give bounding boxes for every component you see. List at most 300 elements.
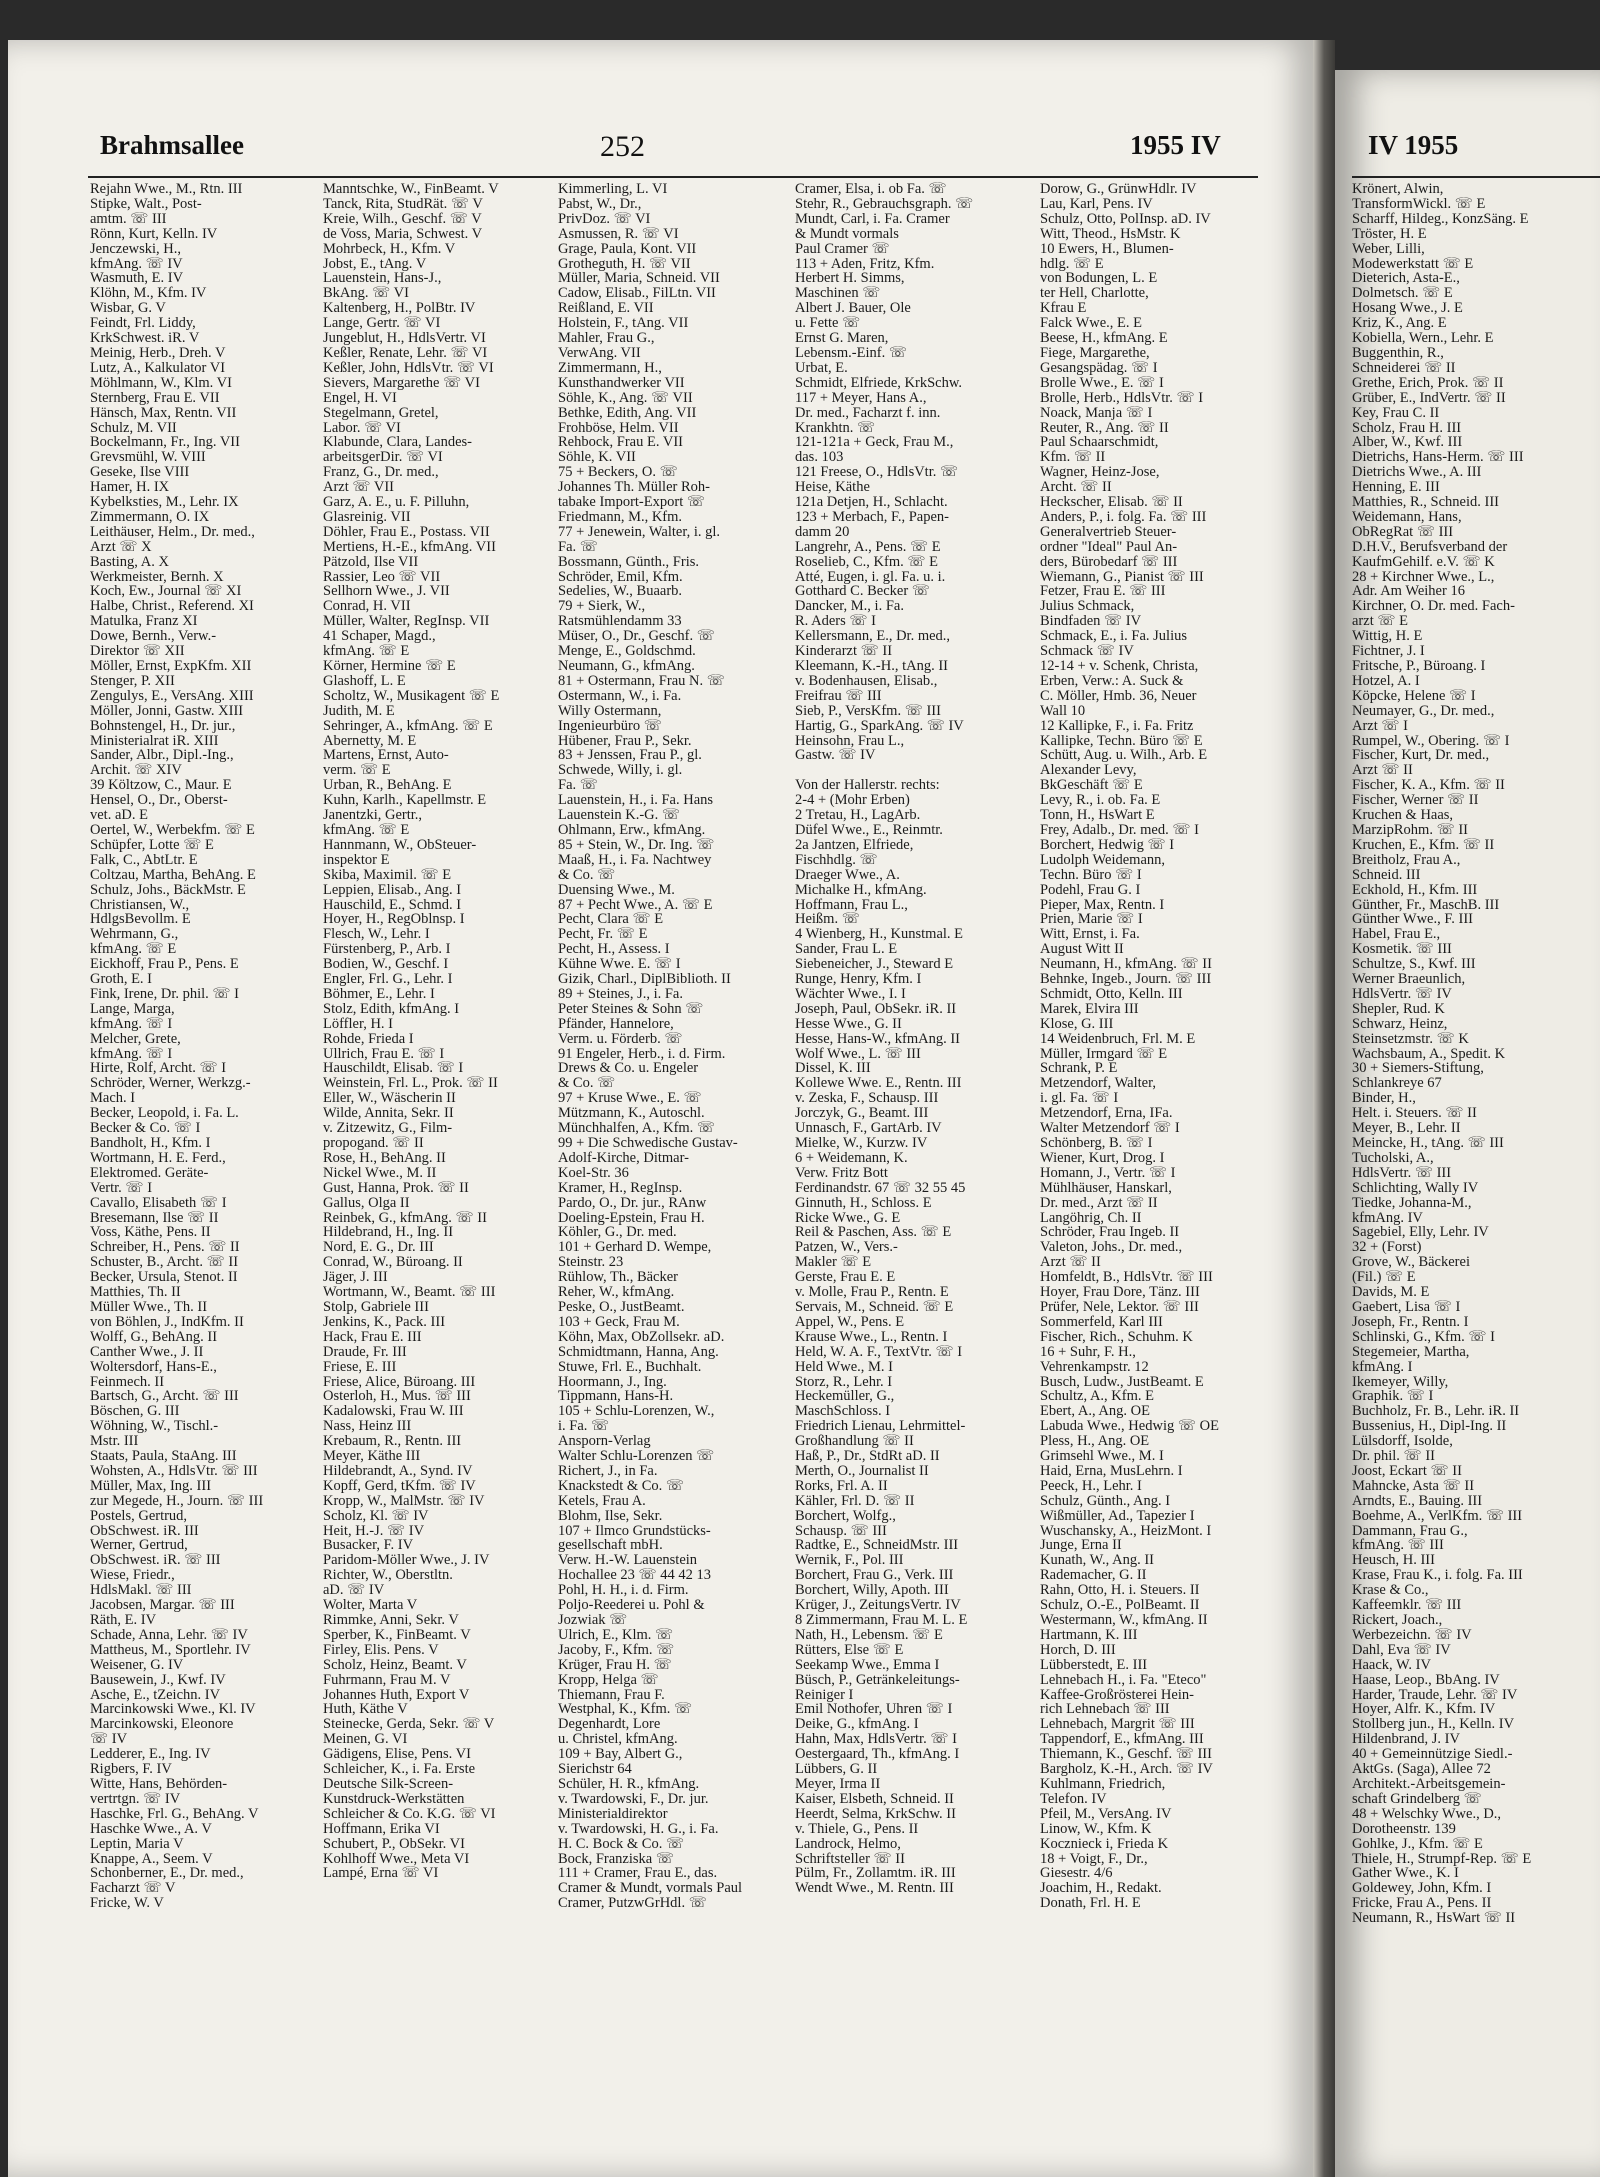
directory-entry: Schneid. III xyxy=(1352,867,1421,883)
directory-entry: Friedrich Lienau, Lehrmittel- xyxy=(795,1419,966,1435)
directory-entry: H. C. Bock & Co. ☏ xyxy=(558,1836,685,1852)
directory-entry: Prüfer, Nele, Lektor. ☏ III xyxy=(1040,1299,1199,1315)
year-volume-right: IV 1955 xyxy=(1368,130,1459,160)
directory-entry: Verm. u. Förderb. ☏ xyxy=(558,1031,683,1047)
directory-entry: Mundt, Carl, i. Fa. Cramer xyxy=(795,211,950,227)
directory-entry: Telefon. IV xyxy=(1040,1791,1107,1807)
directory-entry: Hartmann, K. III xyxy=(1040,1627,1138,1643)
directory-entry: Michalke H., kfmAng. xyxy=(795,882,927,898)
directory-entry: Ludolph Weidemann, xyxy=(1040,852,1166,868)
directory-entry: Elektromed. Geräte- xyxy=(90,1165,209,1181)
directory-entry: Kähler, Frl. D. ☏ II xyxy=(795,1493,915,1509)
directory-entry: Kfrau E xyxy=(1040,301,1087,317)
directory-entry: Von der Hallerstr. rechts: xyxy=(795,778,940,794)
directory-entry: Gotthard C. Becker ☏ xyxy=(795,584,930,600)
directory-entry: Fricke, W. V xyxy=(90,1896,164,1912)
directory-entry: Gesangspädag. ☏ I xyxy=(1040,360,1158,376)
directory-entry: Sommerfeld, Karl III xyxy=(1040,1314,1163,1330)
directory-entry: Knappe, A., Seem. V xyxy=(90,1851,213,1867)
directory-entry: 81 + Ostermann, Frau N. ☏ xyxy=(558,673,725,689)
directory-entry: Lauenstein K.-G. ☏ xyxy=(558,808,681,823)
directory-entry: Heise, Käthe xyxy=(795,480,870,496)
directory-entry: Ernst G. Maren, xyxy=(795,331,889,346)
directory-entry: Wolter, Marta V xyxy=(323,1598,418,1613)
header-rule-right xyxy=(1352,176,1600,178)
directory-entry: Hoyer, Frau Dore, Tänz. III xyxy=(1040,1285,1200,1300)
directory-entry: 101 + Gerhard D. Wempe, xyxy=(558,1240,712,1256)
directory-entry: 12 Kallipke, F., i. Fa. Fritz xyxy=(1040,718,1194,734)
directory-entry: Asche, E., tZeichn. IV xyxy=(90,1687,221,1703)
directory-entry: Pecht, Clara ☏ E xyxy=(558,912,664,928)
directory-entry: Gädigens, Elise, Pens. VI xyxy=(323,1747,471,1763)
directory-entry: Key, Frau C. II xyxy=(1352,405,1440,421)
directory-entry: Ostermann, W., i. Fa. xyxy=(558,688,682,704)
directory-entry: Walter Schlu-Lorenzen ☏ xyxy=(558,1449,715,1464)
directory-entry: Fischhdlg. ☏ xyxy=(795,852,878,868)
directory-entry: Schrank, P. E xyxy=(1040,1061,1118,1077)
directory-entry: 91 Engeler, Herb., i. d. Firm. xyxy=(558,1046,726,1062)
directory-entry: Emil Nothofer, Uhren ☏ I xyxy=(795,1702,953,1718)
directory-entry: Alexander Levy, xyxy=(1040,763,1137,779)
directory-entry: 83 + Jenssen, Frau P., gl. xyxy=(558,748,702,764)
directory-entry: arbeitsgerDir. ☏ VI xyxy=(323,450,443,466)
directory-entry: Rütters, Else ☏ E xyxy=(795,1642,904,1658)
directory-entry: Ginnuth, H., Schloss. E xyxy=(795,1195,932,1211)
directory-entry: PrivDoz. ☏ VI xyxy=(558,211,651,227)
directory-entry: August Witt II xyxy=(1040,942,1124,958)
directory-entry: Arzt ☏ II xyxy=(1040,1255,1101,1271)
directory-entry: kfmAng. I xyxy=(1352,1359,1413,1375)
directory-entry: Böhmer, E., Lehr. I xyxy=(323,986,435,1002)
directory-entry: Ministerialrat iR. XIII xyxy=(90,733,219,749)
directory-entry: ObSchwest. iR. III xyxy=(90,1523,199,1539)
directory-entry: Heckemüller, G., xyxy=(795,1389,895,1405)
directory-entry: Nord, E. G., Dr. III xyxy=(323,1240,434,1256)
directory-entry: Dorow, G., GrünwHdlr. IV xyxy=(1040,182,1197,197)
directory-entry: Scholz, Kl. ☏ IV xyxy=(323,1508,429,1524)
directory-entry: Schröder, Frau Ingeb. II xyxy=(1040,1225,1180,1241)
directory-entry: v. Zitzewitz, G., Film- xyxy=(323,1121,453,1136)
directory-entry: Schulz, Johs., BäckMstr. E xyxy=(90,882,246,898)
directory-entry: Duensing Wwe., M. xyxy=(558,882,675,898)
directory-entry: Marcinkowski Wwe., Kl. IV xyxy=(90,1702,256,1718)
directory-entry: 2 Tretau, H., LagArb. xyxy=(795,808,921,823)
directory-entry: Hauschildt, Elisab. ☏ I xyxy=(323,1061,464,1077)
directory-entry: 105 + Schlu-Lorenzen, W., xyxy=(558,1404,715,1420)
directory-entry: Levy, R., i. ob. Fa. E xyxy=(1040,793,1161,809)
directory-entry: Borchert, Willy, Apoth. III xyxy=(795,1583,949,1599)
directory-entry: u. Christel, kfmAng. xyxy=(558,1732,678,1748)
directory-entry: Dr. med., Arzt ☏ II xyxy=(1040,1195,1158,1211)
directory-entry: Architekt.-Arbeitsgemein- xyxy=(1352,1776,1506,1792)
directory-entry: Haack, W. IV xyxy=(1352,1657,1431,1673)
directory-entry: Binder, H., xyxy=(1352,1091,1416,1107)
directory-entry: Oestergaard, Th., kfmAng. I xyxy=(795,1747,960,1763)
directory-entry: Schmack, E., i. Fa. Julius xyxy=(1040,629,1188,645)
directory-entry: Hamer, H. IX xyxy=(90,480,170,496)
directory-entry: Kühne Wwe. E. ☏ I xyxy=(558,957,681,973)
directory-entry: Löffler, H. I xyxy=(323,1016,394,1032)
directory-entry: 2-4 + (Mohr Erben) xyxy=(795,793,910,809)
directory-entry: Schlankreye 67 xyxy=(1352,1076,1442,1092)
directory-entry: hdlg. ☏ E xyxy=(1040,256,1104,272)
directory-entry: Poljo-Reederei u. Pohl & xyxy=(558,1598,705,1613)
directory-entry: Mohrbeck, H., Kfm. V xyxy=(323,241,456,257)
directory-entry: Joachim, H., Redakt. xyxy=(1040,1881,1162,1897)
directory-entry: Grotheguth, H. ☏ VII xyxy=(558,256,691,272)
directory-entry: Wolf Wwe., L. ☏ III xyxy=(795,1046,921,1062)
street-heading: Brahmsallee xyxy=(100,130,244,160)
directory-entry: Kadalowski, Frau W. III xyxy=(323,1404,464,1420)
directory-entry: propogand. ☏ II xyxy=(323,1136,424,1151)
directory-entry: Manntschke, W., FinBeamt. V xyxy=(323,182,499,197)
directory-entry: 121 Freese, O., HdlsVtr. ☏ xyxy=(795,465,959,481)
directory-entry: Gastw. ☏ IV xyxy=(795,748,876,764)
page-number: 252 xyxy=(600,130,645,163)
directory-entry: Borchert, Hedwig ☏ I xyxy=(1040,837,1175,853)
directory-entry: 28 + Kirchner Wwe., L., xyxy=(1352,569,1495,585)
directory-entry: Bindfaden ☏ IV xyxy=(1040,614,1142,630)
directory-entry: Mielke, W., Kurzw. IV xyxy=(795,1136,928,1151)
directory-entry: Westermann, W., kfmAng. II xyxy=(1040,1613,1208,1628)
directory-entry: Koel-Str. 36 xyxy=(558,1165,629,1181)
directory-entry: Abernetty, M. E xyxy=(323,733,417,749)
directory-entry: Tippmann, Hans-H. xyxy=(558,1389,674,1405)
directory-entry: Werkmeister, Bernh. X xyxy=(90,569,224,585)
directory-entry: Nickel Wwe., M. II xyxy=(323,1165,437,1181)
directory-entry: Pieper, Max, Rentn. I xyxy=(1040,897,1165,913)
directory-entry: Kobiella, Wern., Lehr. E xyxy=(1352,331,1494,346)
directory-entry: Alber, W., Kwf. III xyxy=(1352,435,1463,451)
directory-entry: Pfänder, Hannelore, xyxy=(558,1016,674,1032)
directory-entry: damm 20 xyxy=(795,524,850,540)
directory-entry: Tonn, H., HsWart E xyxy=(1040,808,1155,823)
directory-entry: Verw. Fritz Bott xyxy=(795,1165,888,1181)
directory-entry: Dr. med., Facharzt f. inn. xyxy=(795,405,941,421)
directory-entry: Hesse, Hans-W., kfmAng. II xyxy=(795,1031,960,1047)
directory-entry: v. Twardowski, H. G., i. Fa. xyxy=(558,1821,719,1837)
directory-entry: Leppien, Elisab., Ang. I xyxy=(323,882,462,898)
directory-entry: Ledderer, E., Ing. IV xyxy=(90,1747,211,1763)
directory-entry: Bohnstengel, H., Dr. jur., xyxy=(90,718,236,734)
directory-entry: Hildebrandt, A., Synd. IV xyxy=(323,1463,473,1479)
directory-entry: Krase, Frau K., i. folg. Fa. III xyxy=(1352,1568,1523,1584)
directory-entry: Fuhrmann, Frau M. V xyxy=(323,1672,451,1688)
directory-entry: Pülm, Fr., Zollamtm. iR. III xyxy=(795,1866,956,1882)
directory-entry: Vertr. ☏ I xyxy=(90,1180,153,1196)
directory-entry: Tappendorf, E., kfmAng. III xyxy=(1040,1732,1204,1748)
directory-entry: Hartig, G., SparkAng. ☏ IV xyxy=(795,718,964,734)
directory-entry: Bausewein, J., Kwf. IV xyxy=(90,1672,226,1688)
directory-entry: Koch, Ew., Journal ☏ XI xyxy=(90,584,242,600)
directory-entry: Sievers, Margarethe ☏ VI xyxy=(323,375,480,391)
directory-entry: Henning, E. III xyxy=(1352,480,1440,496)
directory-entry: Adolf-Kirche, Ditmar- xyxy=(558,1150,689,1166)
directory-entry: das. 103 xyxy=(795,450,844,466)
directory-entry: Judith, M. E xyxy=(323,703,395,719)
directory-entry: Kinderarzt ☏ II xyxy=(795,644,893,659)
directory-entry: Joost, Eckart ☏ II xyxy=(1352,1463,1462,1479)
directory-entry: Jobst, E., tAng. V xyxy=(323,256,427,272)
directory-entry: v. Molle, Frau P., Rentn. E xyxy=(795,1285,949,1300)
directory-entry: Schleicher & Co. K.G. ☏ VI xyxy=(323,1806,496,1822)
directory-entry: Noack, Manja ☏ I xyxy=(1040,405,1153,421)
directory-entry: Osterloh, H., Mus. ☏ III xyxy=(323,1389,471,1405)
directory-entry: Reher, W., kfmAng. xyxy=(558,1285,675,1300)
directory-entry: Graphik. ☏ I xyxy=(1352,1389,1434,1405)
directory-entry: Thiele, H., Strumpf-Rep. ☏ E xyxy=(1352,1851,1532,1867)
directory-entry: Schütt, Aug. u. Wilh., Arb. E xyxy=(1040,748,1208,764)
directory-entry: Steinecke, Gerda, Sekr. ☏ V xyxy=(323,1717,495,1733)
directory-entry: Joseph, Fr., Rentn. I xyxy=(1352,1314,1469,1330)
directory-entry: Kunath, W., Ang. II xyxy=(1040,1553,1154,1569)
directory-entry: Feinmech. II xyxy=(90,1374,165,1390)
directory-entry: Hannmann, W., ObSteuer- xyxy=(323,837,477,853)
directory-entry: Wilde, Annita, Sekr. II xyxy=(323,1106,454,1122)
directory-entry: Frey, Adalb., Dr. med. ☏ I xyxy=(1040,822,1199,838)
directory-entry: Eckhold, H., Kfm. III xyxy=(1352,882,1478,898)
directory-entry: ObRegRat ☏ III xyxy=(1352,524,1454,540)
directory-entry: Pohl, H. H., i. d. Firm. xyxy=(558,1583,689,1599)
directory-entry: Goldewey, John, Kfm. I xyxy=(1352,1881,1492,1897)
directory-entry: Schmidtmann, Hanna, Ang. xyxy=(558,1344,719,1360)
directory-entry: Helt. i. Steuers. ☏ II xyxy=(1352,1106,1477,1122)
directory-entry: Hirte, Rolf, Archt. ☏ I xyxy=(90,1061,227,1077)
directory-entry: Gust, Hanna, Prok. ☏ II xyxy=(323,1180,469,1196)
directory-entry: 99 + Die Schwedische Gustav- xyxy=(558,1136,738,1151)
directory-entry: Archit. ☏ XIV xyxy=(90,763,182,779)
directory-entry: Reißland, E. VII xyxy=(558,301,654,317)
directory-entry: Bock, Franziska ☏ xyxy=(558,1851,674,1867)
directory-entry: Schulz, M. VII xyxy=(90,420,177,436)
directory-entry: Geseke, Ilse VIII xyxy=(90,465,190,481)
directory-entry: Dietrichs Wwe., A. III xyxy=(1352,465,1482,481)
directory-entry: Brolle Wwe., E. ☏ I xyxy=(1040,375,1164,391)
directory-entry: Donath, Frl. H. E xyxy=(1040,1896,1141,1912)
directory-entry: Bethke, Edith, Ang. VII xyxy=(558,405,697,421)
directory-entry: Paridom-Möller Wwe., J. IV xyxy=(323,1553,490,1569)
directory-entry: Menge, E., Goldschmd. xyxy=(558,644,696,659)
directory-entry: Boehme, A., VerlKfm. ☏ III xyxy=(1352,1508,1523,1524)
directory-entry: Döhler, Frau E., Postass. VII xyxy=(323,524,490,540)
directory-entry: Woltersdorf, Hans-E., xyxy=(90,1359,217,1375)
directory-entry: Blohm, Ilse, Sekr. xyxy=(558,1508,663,1524)
directory-entry: Makler ☏ E xyxy=(795,1255,872,1271)
directory-entry: Leptin, Maria V xyxy=(90,1836,184,1852)
directory-entry: Lauenstein, Hans-J., xyxy=(323,271,442,287)
directory-entry: Gaebert, Lisa ☏ I xyxy=(1352,1299,1461,1315)
directory-entry: Heckscher, Elisab. ☏ II xyxy=(1040,495,1183,510)
directory-entry: kfmAng. ☏ IV xyxy=(90,256,183,272)
directory-entry: Merth, O., Journalist II xyxy=(795,1463,929,1479)
directory-entry: Hosang Wwe., J. E xyxy=(1352,301,1463,317)
directory-entry: Degenhardt, Lore xyxy=(558,1717,661,1733)
directory-entry: Reiniger I xyxy=(795,1687,854,1703)
directory-entry: Kropp, W., MalMstr. ☏ IV xyxy=(323,1493,485,1509)
directory-entry: Hoyer, Alfr. K., Kfm. IV xyxy=(1352,1702,1496,1718)
directory-entry: Schade, Anna, Lehr. ☏ IV xyxy=(90,1627,248,1643)
directory-entry: Engel, H. VI xyxy=(323,390,397,406)
directory-entry: Dorotheenstr. 139 xyxy=(1352,1821,1456,1837)
directory-entry: Flesch, W., Lehr. I xyxy=(323,927,430,943)
directory-entry: 8 Zimmermann, Frau M. L. E xyxy=(795,1613,968,1628)
header-rule-left xyxy=(88,176,1258,178)
directory-entry: Kirchner, O. Dr. med. Fach- xyxy=(1352,599,1515,615)
directory-entry: 6 + Weidemann, K. xyxy=(795,1150,908,1166)
directory-entry: Buggenthin, R., xyxy=(1352,345,1444,361)
directory-entry: Davids, M. E xyxy=(1352,1285,1430,1300)
directory-entry: 48 + Welschky Wwe., D., xyxy=(1352,1806,1502,1822)
directory-entry: v. Twardowski, F., Dr. jur. xyxy=(558,1791,709,1807)
directory-entry: Adr. Am Weiher 16 xyxy=(1352,584,1465,600)
directory-entry xyxy=(795,763,1025,778)
directory-entry: Schulz, Günth., Ang. I xyxy=(1040,1493,1171,1509)
directory-entry: inspektor E xyxy=(323,852,390,868)
directory-entry: 111 + Cramer, Frau E., das. xyxy=(558,1866,718,1882)
directory-entry: Franz, G., Dr. med., xyxy=(323,465,439,481)
directory-entry: 79 + Sierk, W., xyxy=(558,599,646,615)
directory-entry: Heerdt, Selma, KrkSchw. II xyxy=(795,1806,956,1822)
directory-entry: Kollewe Wwe. E., Rentn. III xyxy=(795,1076,962,1092)
directory-entry: Sierichstr 64 xyxy=(558,1762,632,1777)
directory-entry: Stenger, P. XII xyxy=(90,673,175,689)
directory-entry: Seekamp Wwe., Emma I xyxy=(795,1657,940,1673)
directory-entry: Pardo, O., Dr. jur., RAnw xyxy=(558,1195,707,1211)
directory-entry: Kocznieck i, Frieda K xyxy=(1040,1836,1169,1852)
directory-entry: VerwAng. VII xyxy=(558,345,641,361)
directory-entry: Mahncke, Asta ☏ II xyxy=(1352,1478,1475,1494)
directory-entry: Borchert, Frau G., Verk. III xyxy=(795,1568,954,1584)
directory-entry: Ferdinandstr. 67 ☏ 32 55 45 xyxy=(795,1180,966,1196)
directory-entry: Krebaum, R., Rentn. III xyxy=(323,1434,462,1450)
directory-entry: Haschke Wwe., A. V xyxy=(90,1821,212,1837)
directory-entry: Joseph, Paul, ObSekr. iR. II xyxy=(795,1001,957,1017)
directory-entry: KaufmGehilf. e.V. ☏ K xyxy=(1352,554,1495,570)
directory-entry: Sperber, K., FinBeamt. V xyxy=(323,1627,471,1643)
directory-entry: Mützmann, K., Autoschl. xyxy=(558,1106,705,1122)
directory-entry: Rigbers, F. IV xyxy=(90,1762,172,1777)
directory-entry: Schausp. ☏ III xyxy=(795,1523,887,1539)
directory-entry: Kramer, H., RegInsp. xyxy=(558,1180,683,1196)
directory-entry: arzt ☏ E xyxy=(1352,614,1408,630)
directory-entry: Wohsten, A., HdlsVtr. ☏ III xyxy=(90,1463,258,1479)
directory-entry: 32 + (Forst) xyxy=(1352,1240,1422,1256)
directory-entry: Rademacher, G. II xyxy=(1040,1568,1147,1584)
directory-entry: Cadow, Elisab., FilLtn. VII xyxy=(558,286,716,302)
directory-entry: Stipke, Walt., Post- xyxy=(90,196,202,212)
directory-entry: 12-14 + v. Schenk, Christa, xyxy=(1040,659,1199,674)
directory-entry: Schönberg, B. ☏ I xyxy=(1040,1136,1153,1151)
directory-entry: Held Wwe., M. I xyxy=(795,1359,893,1375)
directory-entry: kfmAng. ☏ I xyxy=(90,1016,173,1032)
directory-entry: Heinsohn, Frau L., xyxy=(795,733,905,749)
directory-entry: Neumayer, G., Dr. med., xyxy=(1352,703,1495,719)
directory-entry: Oertel, W., Werbekfm. ☏ E xyxy=(90,822,255,838)
directory-entry: Köhn, Max, ObZollsekr. aD. xyxy=(558,1329,725,1345)
directory-entry: 117 + Meyer, Hans A., xyxy=(795,390,927,406)
directory-entry: Glasreinig. VII xyxy=(323,509,411,525)
directory-entry: Schröder, Emil, Kfm. xyxy=(558,569,683,585)
directory-entry: Hack, Frau E. III xyxy=(323,1329,422,1345)
directory-entry: Zengulys, E., VersAng. XIII xyxy=(90,688,254,704)
directory-entry: Fischer, Kurt, Dr. med., xyxy=(1352,748,1490,764)
directory-entry: Glashoff, L. E xyxy=(323,673,406,689)
directory-entry: Pfeil, M., VersAng. IV xyxy=(1040,1806,1172,1822)
directory-entry: Julius Schmack, xyxy=(1040,599,1135,615)
directory-entry: Kimmerling, L. VI xyxy=(558,182,668,197)
directory-entry: Hoffmann, Frau L., xyxy=(795,897,908,913)
directory-entry: Landrock, Helmo, xyxy=(795,1836,901,1852)
directory-entry: Engler, Frl. G., Lehr. I xyxy=(323,972,453,987)
directory-entry: Lange, Marga, xyxy=(90,1001,175,1017)
directory-entry: Kfm. ☏ II xyxy=(1040,450,1106,466)
directory-entry: Kaltenberg, H., PolBtr. IV xyxy=(323,301,476,317)
directory-entry: & Co. ☏ xyxy=(558,1076,616,1092)
directory-entry: Schonberner, E., Dr. med., xyxy=(90,1866,244,1882)
directory-entry: Gohlke, J., Kfm. ☏ E xyxy=(1352,1836,1483,1852)
directory-entry: HdlsVertr. ☏ III xyxy=(1352,1165,1452,1181)
directory-entry: Rimmke, Anni, Sekr. V xyxy=(323,1613,459,1628)
directory-entry: Nass, Heinz III xyxy=(323,1419,412,1435)
directory-entry: Schuster, B., Archt. ☏ II xyxy=(90,1255,239,1271)
directory-entry: Huth, Käthe V xyxy=(323,1702,408,1718)
directory-entry: Friese, Alice, Büroang. III xyxy=(323,1374,476,1390)
directory-entry: Dietrichs, Hans-Herm. ☏ III xyxy=(1352,450,1524,466)
directory-entry: Draude, Fr. III xyxy=(323,1344,407,1360)
directory-entry: Gallus, Olga II xyxy=(323,1195,410,1211)
directory-entry: Werbezeichn. ☏ IV xyxy=(1352,1627,1472,1643)
directory-entry: Lutz, A., Kalkulator VI xyxy=(90,360,226,376)
directory-entry: Arndts, E., Bauing. III xyxy=(1352,1493,1483,1509)
directory-entry: Fa. ☏ xyxy=(558,539,598,555)
directory-entry: Archt. ☏ II xyxy=(1040,480,1112,496)
directory-entry: Roselieb, C., Kfm. ☏ E xyxy=(795,554,938,570)
directory-entry: Mühlhäuser, Hanskarl, xyxy=(1040,1180,1172,1196)
directory-entry: Bargholz, K.-H., Arch. ☏ IV xyxy=(1040,1762,1213,1777)
directory-entry: Witt, Theod., HsMstr. K xyxy=(1040,226,1181,242)
directory-entry: Jenczewski, H., xyxy=(90,241,182,257)
directory-entry: 85 + Stein, W., Dr. Ing. ☏ xyxy=(558,837,715,853)
directory-entry: Friese, E. III xyxy=(323,1359,397,1375)
directory-entry: gesellschaft mbH. xyxy=(558,1538,663,1554)
directory-entry: Fiege, Margarethe, xyxy=(1040,345,1150,361)
directory-entry: Rassier, Leo ☏ VII xyxy=(323,569,441,585)
directory-entry: Hildenbrand, J. IV xyxy=(1352,1732,1460,1748)
directory-entry: Kohlhoff Wwe., Meta VI xyxy=(323,1851,470,1867)
directory-entry: 16 + Suhr, F. H., xyxy=(1040,1344,1136,1360)
directory-entry: Weber, Lilli, xyxy=(1352,241,1425,257)
directory-entry: Wiemann, G., Pianist ☏ III xyxy=(1040,569,1204,585)
directory-entry: Neumann, H., kfmAng. ☏ II xyxy=(1040,957,1212,973)
directory-entry: 113 + Aden, Fritz, Kfm. xyxy=(795,256,935,272)
directory-entry: Hesse Wwe., G. II xyxy=(795,1016,902,1032)
directory-entry: Matulka, Franz XI xyxy=(90,614,198,630)
directory-entry: Köpcke, Helene ☏ I xyxy=(1352,688,1476,704)
directory-entry: Gizik, Charl., DiplBiblioth. II xyxy=(558,972,731,987)
directory-entry: Marcinkowski, Eleonore xyxy=(90,1717,234,1733)
directory-entry: Fetzer, Frau E. ☏ III xyxy=(1040,584,1166,600)
directory-entry: Wolff, G., BehAng. II xyxy=(90,1329,218,1345)
directory-entry: Kreie, Wilh., Geschf. ☏ V xyxy=(323,211,482,227)
directory-entry: Heusch, H. III xyxy=(1352,1553,1435,1569)
directory-entry: Gerste, Frau E. E xyxy=(795,1270,896,1286)
directory-entry: Heißm. ☏ xyxy=(795,912,860,928)
directory-entry: Schmidt, Otto, Kelln. III xyxy=(1040,986,1183,1002)
directory-entry: Rumpel, W., Obering. ☏ I xyxy=(1352,733,1510,749)
directory-entry: Neumann, R., HsWart ☏ II xyxy=(1352,1911,1516,1927)
directory-entry: Metzendorf, Walter, xyxy=(1040,1076,1156,1092)
directory-entry: Scholz, Frau H. III xyxy=(1352,420,1462,436)
